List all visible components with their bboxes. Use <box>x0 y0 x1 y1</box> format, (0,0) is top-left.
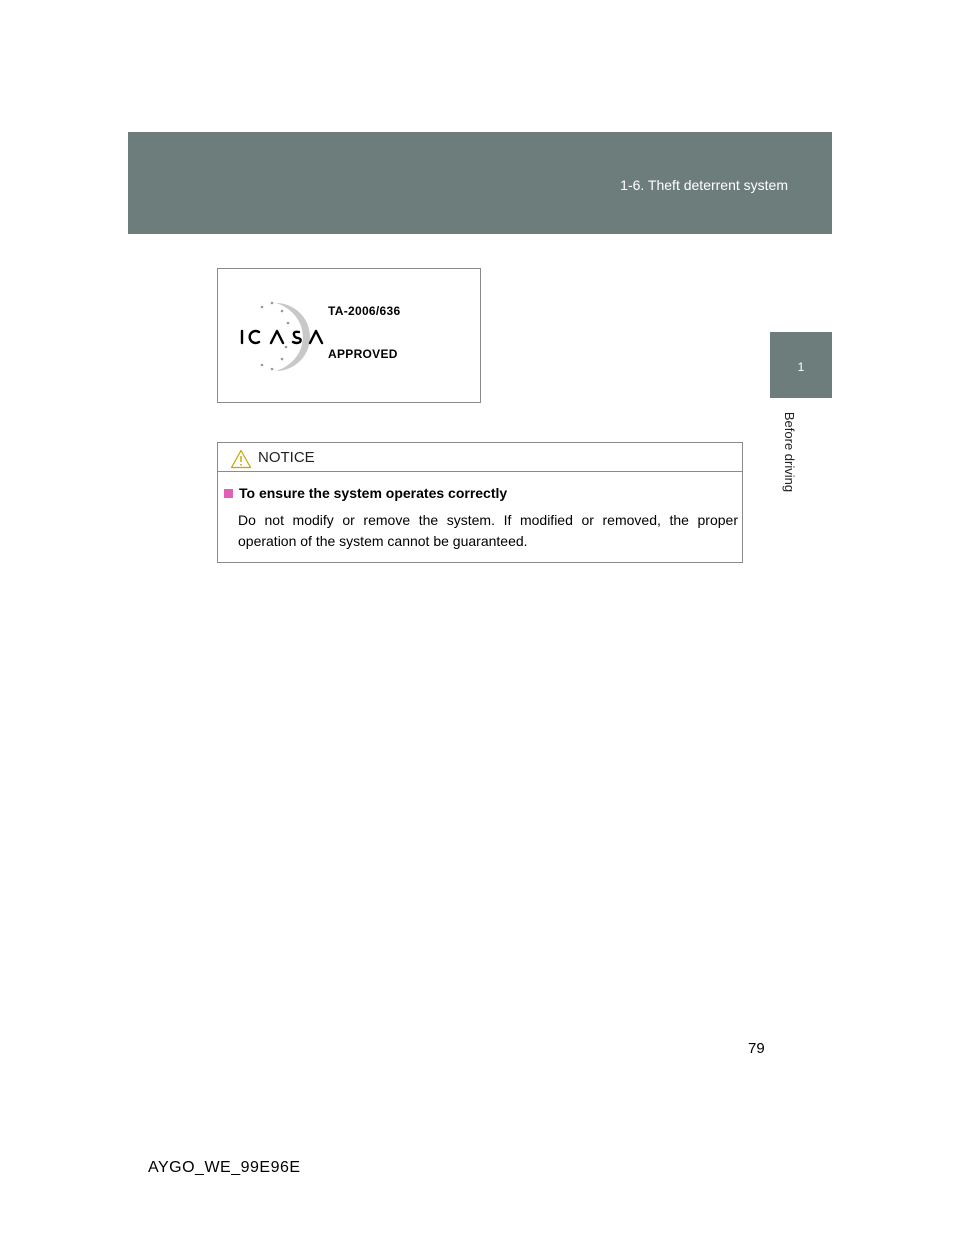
notice-subheading: To ensure the system operates correctly <box>239 485 508 501</box>
chapter-number: 1 <box>797 360 805 374</box>
approval-number: TA-2006/636 <box>328 304 401 318</box>
notice-heading-row <box>224 485 507 501</box>
chapter-name: Before driving <box>782 411 797 493</box>
page-number: 79 <box>748 1040 765 1057</box>
header-band <box>128 132 832 234</box>
notice-title: NOTICE <box>258 449 315 466</box>
notice-body: Do not modify or remove the system. If modified or removed, the proper operation of the system cannot be guaranteed. <box>238 512 738 549</box>
document-code: AYGO_WE_99E96E <box>148 1159 301 1176</box>
notice-box <box>217 442 743 563</box>
approval-box <box>217 268 481 403</box>
warning-triangle-icon <box>230 449 252 469</box>
approval-status: APPROVED <box>328 347 398 361</box>
icasa-logo-icon <box>238 297 328 377</box>
section-title: 1-6. Theft deterrent system <box>620 177 788 193</box>
bullet-square-icon <box>224 489 233 498</box>
notice-header <box>218 443 742 472</box>
